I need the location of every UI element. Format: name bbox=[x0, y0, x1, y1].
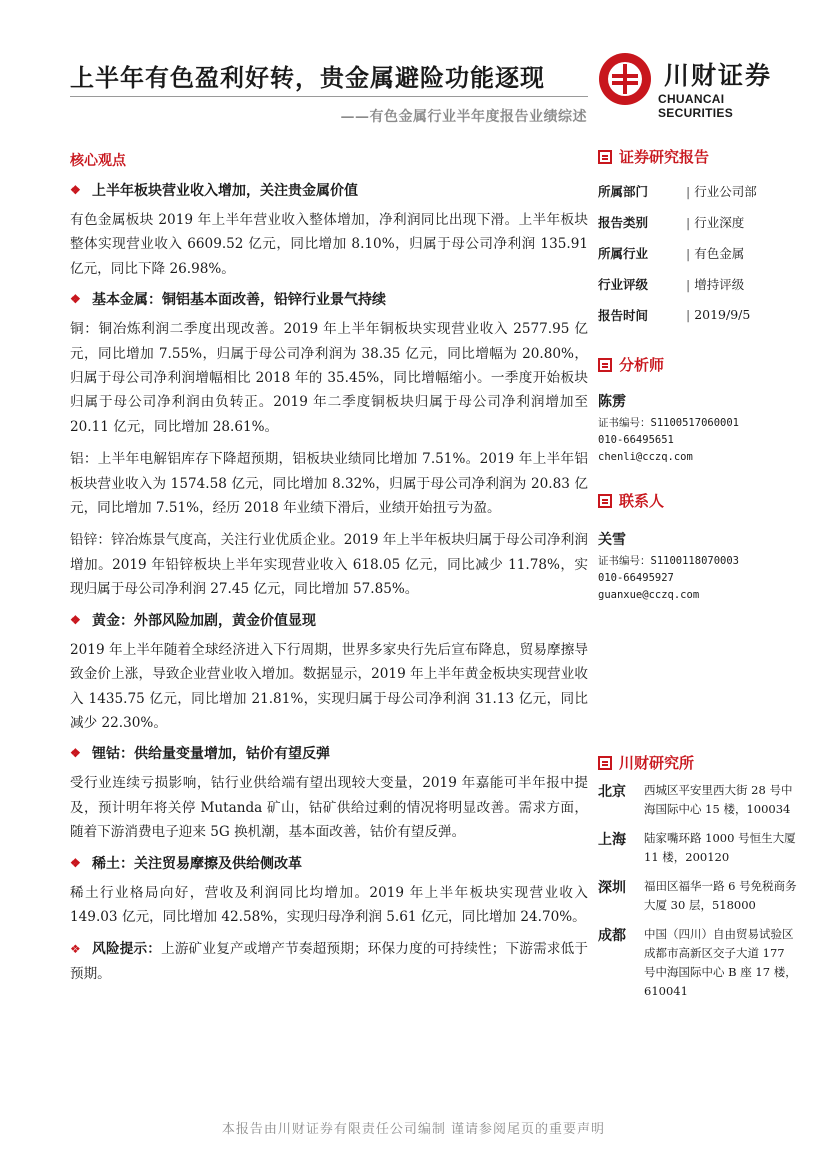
analyst-phone: 010-66495651 bbox=[598, 434, 674, 446]
section-heading-text: 基本金属：铜铝基本面改善，铅锌行业景气持续 bbox=[92, 292, 386, 309]
section-marker-icon bbox=[598, 150, 612, 164]
report-subtitle: ——有色金属行业半年度报告业绩综述 bbox=[340, 109, 587, 125]
info-value: | 行业公司部 bbox=[686, 182, 757, 200]
section-heading bbox=[70, 180, 588, 200]
analyst-title: 分析师 bbox=[619, 356, 665, 374]
info-key: 报告时间 bbox=[598, 307, 649, 323]
section-marker-icon bbox=[598, 358, 612, 372]
institute-heading bbox=[598, 752, 798, 773]
report-title: 上半年有色盈利好转，贵金属避险功能逐现 bbox=[70, 63, 545, 92]
office-address: 陆家嘴环路 1000 号恒生大厦 11 楼，200120 bbox=[644, 831, 796, 864]
institute-title: 川财研究所 bbox=[619, 754, 695, 772]
diamond-bullet-icon: ❖ bbox=[70, 612, 81, 627]
info-key: 报告类别 bbox=[598, 214, 649, 230]
contact-heading bbox=[598, 490, 798, 511]
risk-text: 上游矿业复产或增产节奏超预期；环保力度的可持续性；下游需求低于预期。 bbox=[70, 941, 589, 982]
analyst-name: 陈雳 bbox=[598, 394, 626, 410]
contact-name: 关雪 bbox=[598, 532, 626, 548]
info-key: 所属部门 bbox=[598, 183, 649, 199]
sidebar bbox=[598, 146, 798, 1011]
office-city: 成都 bbox=[598, 928, 626, 944]
section-heading-text: 锂钴：供给量变量增加，钴价有望反弹 bbox=[92, 746, 330, 763]
contact-email[interactable]: guanxue@cczq.com bbox=[598, 589, 700, 601]
logo-emblem-icon bbox=[598, 52, 652, 106]
section-heading-text: 黄金：外部风险加剧，黄金价值显现 bbox=[92, 612, 316, 629]
section-heading bbox=[70, 610, 588, 630]
contact-title: 联系人 bbox=[619, 492, 665, 510]
diamond-bullet-icon: ❖ bbox=[70, 746, 81, 761]
report-type-heading bbox=[598, 146, 798, 167]
report-type-title: 证券研究报告 bbox=[619, 148, 710, 166]
info-row bbox=[598, 268, 798, 299]
logo-name-en: CHUANCAI SECURITIES bbox=[658, 92, 734, 120]
office-entry bbox=[598, 925, 798, 1001]
contact-phone: 010-66495927 bbox=[598, 572, 674, 584]
office-entry bbox=[598, 877, 798, 915]
paragraph: 铜：铜冶炼利润二季度出现改善。2019 年上半年铜板块实现营业收入 2577.95 亿元，同比增加 7.55%，归属于母公司净利润为 38.35 亿元，同比增幅为 20.80%，归属于母公司净利润增幅相比 2018 年的 35.45%，同比增幅缩小。一季度开始板块归属于母公司净利润由负转正。2019 年二季度铜板块归属于母公司净利润增加至 20.11 亿元，同比增加 28.61%。 bbox=[70, 321, 588, 435]
info-row bbox=[598, 299, 798, 330]
info-value: | 2019/9/5 bbox=[686, 307, 750, 322]
info-value: | 有色金属 bbox=[686, 244, 744, 262]
info-value: | 增持评级 bbox=[686, 275, 744, 293]
section-heading bbox=[70, 853, 588, 873]
analyst-email[interactable]: chenli@cczq.com bbox=[598, 451, 693, 463]
section-heading bbox=[70, 289, 588, 309]
page-footer: 本报告由川财证券有限责任公司编制 谨请参阅尾页的重要声明 bbox=[221, 1122, 606, 1137]
info-row bbox=[598, 175, 798, 206]
office-city: 深圳 bbox=[598, 880, 626, 896]
paragraph: 铅锌：锌冶炼景气度高，关注行业优质企业。2019 年上半年板块归属于母公司净利润增加。2019 年铅锌板块上半年实现营业收入 618.05 亿元，同比减少 11.78%，实现归属于母公司净利润 27.45 亿元，同比增加 57.85%。 bbox=[70, 532, 588, 598]
section-heading bbox=[70, 743, 588, 763]
info-row bbox=[598, 206, 798, 237]
paragraph: 受行业连续亏损影响，钴行业供给端有望出现较大变量，2019 年嘉能可半年报中提及，预计明年将关停 Mutanda 矿山，钴矿供给过剩的情况将明显改善。需求方面，随着下游消费电子迎来 5G 换机潮，基本面改善，钴价有望反弹。 bbox=[70, 775, 588, 841]
office-city: 上海 bbox=[598, 832, 626, 848]
paragraph: 2019 年上半年随着全球经济进入下行周期，世界多家央行先后宣布降息，贸易摩擦导致金价上涨，导致企业营业收入增加。数据显示，2019 年上半年黄金板块实现营业收入 1435.75 亿元，同比增加 21.81%，实现归属于母公司净利润 31.13 亿元，同比减少 22.30%。 bbox=[70, 641, 588, 731]
office-city: 北京 bbox=[598, 784, 626, 800]
office-address: 西城区平安里西大街 28 号中海国际中心 15 楼，100034 bbox=[644, 783, 793, 816]
info-row bbox=[598, 237, 798, 268]
contact-cert: 证书编号：S1100118070003 bbox=[598, 555, 740, 567]
risk-warning bbox=[70, 937, 588, 986]
paragraph: 有色金属板块 2019 年上半年营业收入整体增加，净利润同比出现下滑。上半年板块整体实现营业收入 6609.52 亿元，同比增加 8.10%，归属于母公司净利润 135.91 亿元，同比下降 26.98%。 bbox=[70, 212, 588, 277]
paragraph: 铝：上半年电解铝库存下降超预期，铝板块业绩同比增加 7.51%。2019 年上半年铝板块营业收入为 1574.58 亿元，同比增加 8.32%，归属于母公司净利润为 20.83 亿元，同比增加 7.51%，经历 2018 年业绩下滑后，业绩开始扭亏为盈。 bbox=[70, 451, 588, 517]
office-entry bbox=[598, 781, 798, 819]
logo-name-cn: 川财证券 bbox=[664, 61, 773, 90]
section-marker-icon bbox=[598, 494, 612, 508]
diamond-bullet-icon: ❖ bbox=[70, 292, 81, 307]
info-key: 所属行业 bbox=[598, 245, 649, 261]
analyst-card bbox=[598, 391, 798, 466]
contact-card bbox=[598, 529, 798, 604]
analyst-heading bbox=[598, 354, 798, 375]
risk-label: 风险提示： bbox=[92, 941, 162, 958]
section-heading-text: 稀土：关注贸易摩擦及供给侧改革 bbox=[92, 855, 302, 872]
core-views-title: 核心观点 bbox=[70, 153, 126, 169]
section-marker-icon bbox=[598, 756, 612, 770]
company-logo bbox=[598, 52, 798, 120]
section-heading-text: 上半年板块营业收入增加，关注贵金属价值 bbox=[92, 183, 358, 199]
info-value: | 行业深度 bbox=[686, 213, 744, 231]
analyst-cert: 证书编号：S1100517060001 bbox=[598, 417, 740, 429]
diamond-bullet-icon: ❖ bbox=[70, 183, 81, 197]
header-divider bbox=[70, 96, 588, 97]
office-address: 福田区福华一路 6 号免税商务大厦 30 层，518000 bbox=[644, 879, 797, 912]
diamond-bullet-icon: ❖ bbox=[70, 942, 81, 957]
office-address: 中国（四川）自由贸易试验区成都市高新区交子大道 177 号中海国际中心 B 座 17 楼，610041 bbox=[644, 927, 797, 998]
main-content bbox=[70, 150, 588, 994]
paragraph: 稀土行业格局向好，营收及利润同比均增加。2019 年上半年板块实现营业收入 149.03 亿元，同比增加 42.58%，实现归母净利润 5.61 亿元，同比增加 24.70%。 bbox=[70, 884, 588, 925]
diamond-bullet-icon: ❖ bbox=[70, 855, 81, 870]
office-entry bbox=[598, 829, 798, 867]
info-key: 行业评级 bbox=[598, 276, 649, 292]
